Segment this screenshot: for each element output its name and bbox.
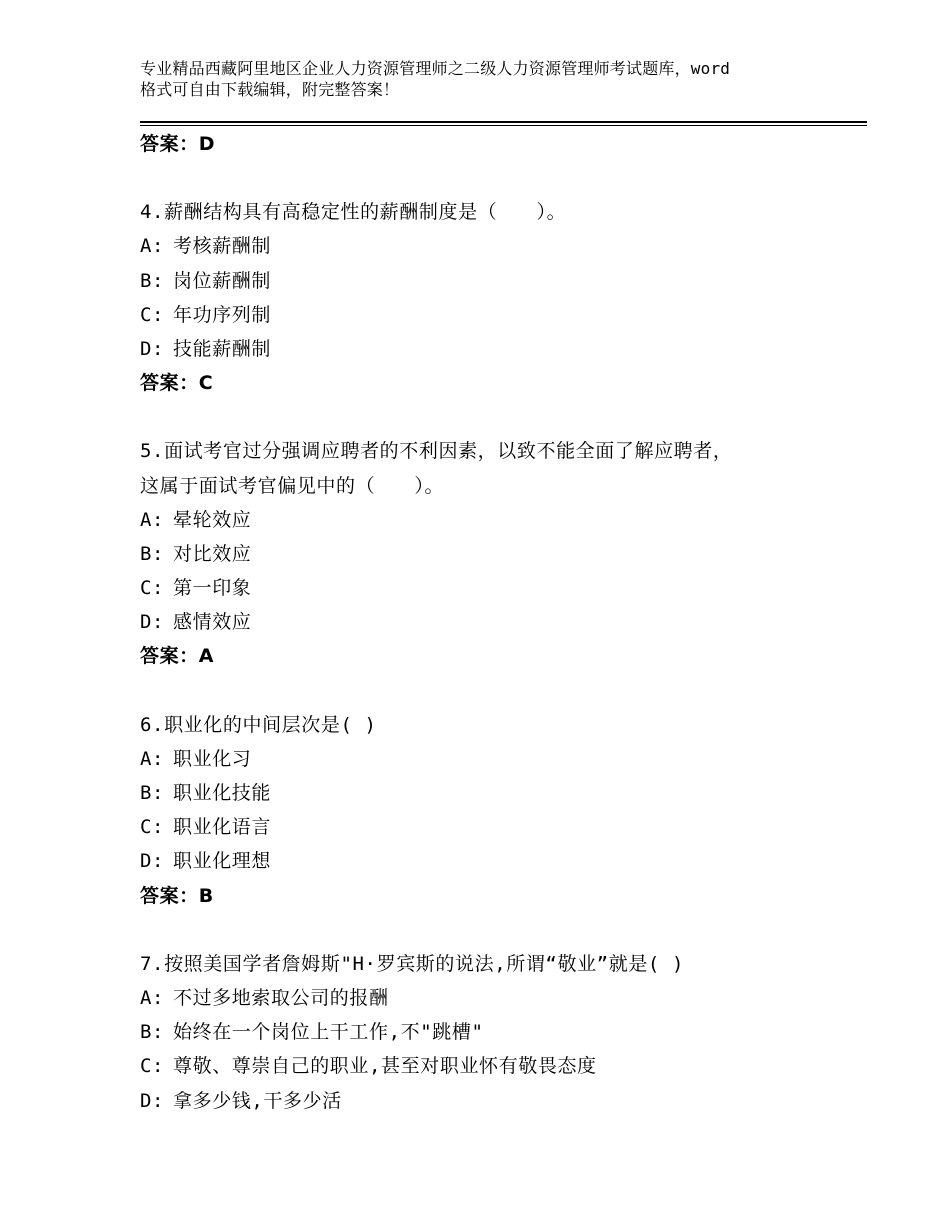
option-b xyxy=(140,537,860,571)
question-block xyxy=(140,947,860,1118)
option-a xyxy=(140,981,860,1015)
option-text: 岗位薪酬制 xyxy=(173,269,272,292)
question-block xyxy=(140,195,860,400)
option-a xyxy=(140,503,860,537)
option-text: 不过多地索取公司的报酬 xyxy=(173,986,389,1009)
option-c xyxy=(140,1049,860,1083)
option-text: 考核薪酬制 xyxy=(173,235,272,258)
question-stem: 4.薪酬结构具有高稳定性的薪酬制度是（ ）。 xyxy=(140,201,567,224)
question-stem: 7.按照美国学者詹姆斯"H·罗宾斯的说法,所谓“敬业”就是( ) xyxy=(140,952,685,975)
option-letter: D: xyxy=(140,1089,165,1112)
question-gap xyxy=(140,400,860,434)
header-line-1: 专业精品西藏阿里地区企业人力资源管理师之二级人力资源管理师考试题库，word xyxy=(140,59,731,78)
option-text: 年功序列制 xyxy=(173,303,272,326)
option-letter: B: xyxy=(140,269,165,292)
option-letter: C: xyxy=(140,816,165,839)
question-stem-continued: 这属于面试考官偏见中的（ ）。 xyxy=(140,474,445,497)
option-d xyxy=(140,605,860,639)
option-text: 技能薪酬制 xyxy=(173,337,272,360)
header-divider-thick xyxy=(140,121,867,123)
option-letter: B: xyxy=(140,782,165,804)
option-a xyxy=(140,742,860,776)
answer-line: 答案：A xyxy=(140,645,215,668)
option-letter: D: xyxy=(140,337,165,360)
option-text: 拿多少钱,干多少活 xyxy=(173,1089,342,1112)
option-d xyxy=(140,332,860,366)
option-letter: D: xyxy=(140,850,165,873)
option-d xyxy=(140,844,860,878)
option-letter: C: xyxy=(140,1055,165,1078)
option-letter: C: xyxy=(140,577,165,600)
option-letter: A: xyxy=(140,508,165,531)
option-letter: A: xyxy=(140,747,165,770)
option-c xyxy=(140,810,860,844)
header-divider-thin xyxy=(140,125,867,126)
question-block xyxy=(140,708,860,913)
option-letter: B: xyxy=(140,542,165,565)
option-text: 尊敬、尊崇自己的职业,甚至对职业怀有敬畏态度 xyxy=(173,1055,597,1078)
option-text: 晕轮效应 xyxy=(173,508,252,531)
option-text: 始终在一个岗位上干工作,不"跳槽" xyxy=(173,1021,484,1044)
header-line-2: 格式可自由下载编辑，附完整答案！ xyxy=(140,80,400,99)
question-stem: 5.面试考官过分强调应聘者的不利因素，以致不能全面了解应聘者， xyxy=(140,440,733,463)
answer-line: 答案：C xyxy=(140,372,214,395)
question-gap xyxy=(140,674,860,708)
question-list xyxy=(140,127,860,1118)
question-block xyxy=(140,434,860,673)
question-stem: 6.职业化的中间层次是( ) xyxy=(140,713,377,736)
option-text: 第一印象 xyxy=(173,577,252,600)
option-letter: B: xyxy=(140,1021,165,1044)
option-letter: A: xyxy=(140,235,165,258)
question-gap xyxy=(140,161,860,195)
option-c xyxy=(140,571,860,605)
answer-line: 答案：B xyxy=(140,884,214,907)
option-text: 对比效应 xyxy=(173,542,252,565)
option-b xyxy=(140,776,860,810)
option-letter: D: xyxy=(140,611,165,634)
option-text: 感情效应 xyxy=(173,611,252,634)
option-text: 职业化理想 xyxy=(173,850,272,873)
option-text: 职业化习 xyxy=(173,747,252,770)
option-a xyxy=(140,229,860,263)
option-letter: A: xyxy=(140,986,165,1009)
option-letter: C: xyxy=(140,303,165,326)
option-c xyxy=(140,298,860,332)
page-header xyxy=(140,58,840,100)
question-gap xyxy=(140,913,860,947)
option-text: 职业化语言 xyxy=(173,816,272,839)
option-text: 职业化技能 xyxy=(173,782,272,804)
option-b xyxy=(140,264,860,298)
answer-line: 答案：D xyxy=(140,133,216,155)
option-b xyxy=(140,1015,860,1049)
option-d xyxy=(140,1084,860,1118)
